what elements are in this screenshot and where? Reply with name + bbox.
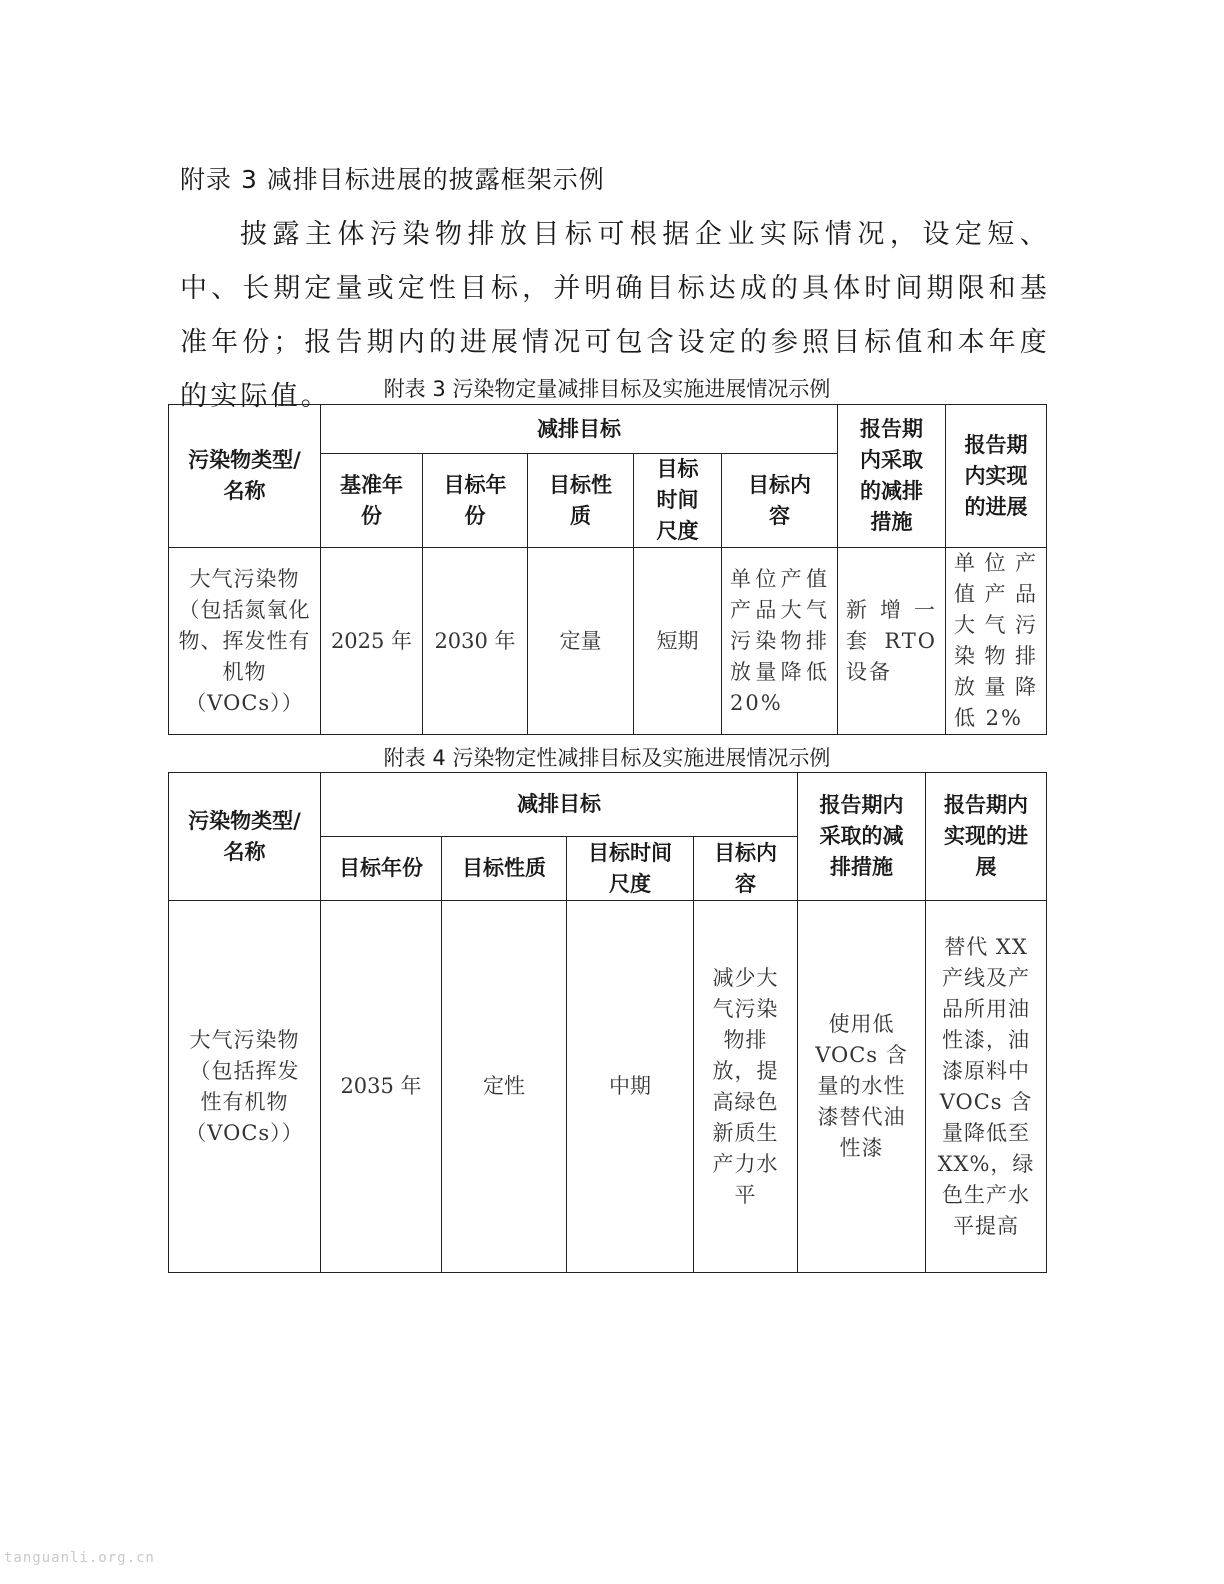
table4-header-content: 目标内容 bbox=[694, 837, 798, 901]
section-title: 附录 3 减排目标进展的披露框架示例 bbox=[180, 165, 605, 194]
table4-cell-content: 减少大气污染物排放，提高绿色新质生产力水平 bbox=[694, 901, 798, 1273]
intro-paragraph: 披露主体污染物排放目标可根据企业实际情况，设定短、中、长期定量或定性目标，并明确目标达成的具体时间期限和基准年份；报告期内的进展情况可包含设定的参照目标值和本年度的实际值。 bbox=[180, 219, 1050, 412]
table3-header-target-group: 减排目标 bbox=[321, 405, 838, 454]
table4-cell-measures: 使用低 VOCs 含量的水性漆替代油性漆 bbox=[798, 901, 926, 1273]
table3-cell-target-year: 2030 年 bbox=[423, 548, 528, 735]
footer-watermark-url: tanguanli.org.cn bbox=[4, 1550, 155, 1566]
table3-header-pollutant: 污染物类型/名称 bbox=[169, 405, 321, 548]
table4-header-progress: 报告期内实现的进展 bbox=[926, 773, 1047, 901]
table3-header-base-year: 基准年份 bbox=[321, 454, 423, 548]
table3-cell-progress: 单位产值产品大气污染物排放量降低 2% bbox=[946, 548, 1047, 735]
table4-caption: 附表 4 污染物定性减排目标及实施进展情况示例 bbox=[383, 746, 831, 770]
table4-cell-target-year: 2035 年 bbox=[321, 901, 442, 1273]
table3-cell-content: 单位产值产品大气污染物排放量降低 20% bbox=[722, 548, 838, 735]
table3-header-timescale: 目标时间尺度 bbox=[634, 454, 722, 548]
table4-cell-pollutant: 大气污染物（包括挥发性有机物（VOCs）） bbox=[169, 901, 321, 1273]
table-row bbox=[169, 901, 1047, 1273]
table4-header-pollutant: 污染物类型/名称 bbox=[169, 773, 321, 901]
table3-cell-pollutant: 大气污染物（包括氮氧化物、挥发性有机物（VOCs）） bbox=[169, 548, 321, 735]
table4-cell-progress: 替代 XX 产线及产品所用油性漆，油漆原料中 VOCs 含量降低至 XX%，绿色生产水平提高 bbox=[926, 901, 1047, 1273]
table3-caption: 附表 3 污染物定量减排目标及实施进展情况示例 bbox=[383, 377, 831, 401]
table3-header-nature: 目标性质 bbox=[528, 454, 634, 548]
table3-header-progress: 报告期内实现的进展 bbox=[946, 405, 1047, 548]
table4-header-measures: 报告期内采取的减排措施 bbox=[798, 773, 926, 901]
table3-cell-measures: 新增一套 RTO 设备 bbox=[838, 548, 946, 735]
table4-cell-nature: 定性 bbox=[442, 901, 567, 1273]
table4-header-timescale: 目标时间尺度 bbox=[567, 837, 694, 901]
table3-cell-base-year: 2025 年 bbox=[321, 548, 423, 735]
table4-header-nature: 目标性质 bbox=[442, 837, 567, 901]
table-row bbox=[169, 548, 1047, 735]
table3-header-target-year: 目标年份 bbox=[423, 454, 528, 548]
table4-cell-timescale: 中期 bbox=[567, 901, 694, 1273]
table4 bbox=[168, 772, 1047, 1273]
table3-header-measures: 报告期内采取的减排措施 bbox=[838, 405, 946, 548]
table3-cell-timescale: 短期 bbox=[634, 548, 722, 735]
table3-cell-nature: 定量 bbox=[528, 548, 634, 735]
table3 bbox=[168, 404, 1047, 735]
table4-header-target-group: 减排目标 bbox=[321, 773, 798, 837]
table4-header-target-year: 目标年份 bbox=[321, 837, 442, 901]
table3-header-content: 目标内容 bbox=[722, 454, 838, 548]
